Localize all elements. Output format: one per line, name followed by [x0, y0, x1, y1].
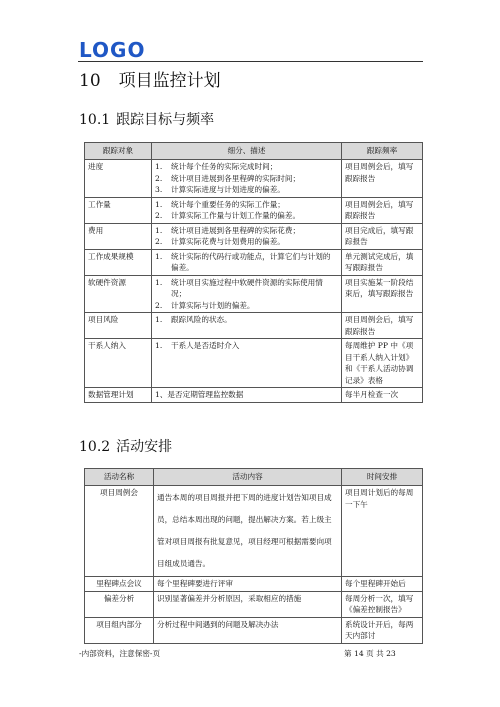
section-number: 10	[79, 71, 101, 91]
table-row	[85, 223, 423, 249]
description-list	[155, 199, 338, 222]
header-cell: 时间安排	[342, 469, 423, 486]
description-cell	[152, 313, 342, 339]
item-number: 1.	[155, 199, 163, 209]
subsection-title: 活动安排	[116, 439, 173, 455]
item-text: 计算实际与计划的偏差。	[171, 300, 255, 310]
header-cell: 跟踪频率	[342, 143, 423, 160]
item-number: 2.	[155, 173, 163, 183]
item-number: 2.	[155, 237, 163, 246]
header-cell: 活动名称	[85, 469, 154, 486]
activity-content-cell: 分析过程中间遇到的问题及解决办法	[154, 617, 342, 643]
list-item	[155, 225, 338, 237]
item-text: 计算实际工作量与计划工作量的偏差。	[171, 211, 301, 220]
activity-name-cell: 里程碑点会议	[85, 577, 154, 592]
item-number: 2.	[155, 211, 163, 220]
item-text: 跟踪风险的状态。	[171, 315, 232, 324]
frequency-cell: 单元测试完成后，填写跟踪报告	[342, 249, 423, 275]
subsection-title: 跟踪目标与频率	[116, 112, 215, 128]
item-text: 统计实际的代码行或功能点，计算它们与计划的偏差。	[171, 251, 331, 272]
section-title: 项目监控计划	[118, 71, 221, 91]
description-list	[155, 161, 338, 196]
subsection-heading-1	[79, 109, 214, 129]
frequency-cell: 项目实施某一阶段结束后，填写跟踪报告	[342, 275, 423, 313]
table-row	[85, 577, 423, 592]
frequency-cell: 每半月检查一次	[342, 388, 423, 403]
tracking-object-cell: 工作成果规模	[85, 249, 152, 275]
description-cell	[152, 223, 342, 249]
table-row	[85, 591, 423, 617]
item-text: 计算实际花费与计划费用的偏差。	[171, 237, 285, 246]
description-cell	[152, 249, 342, 275]
logo: LOGO	[79, 38, 146, 62]
table-row	[85, 486, 423, 577]
list-item	[155, 173, 338, 185]
description-list	[155, 277, 338, 312]
item-number: 1.	[155, 225, 163, 235]
frequency-cell: 每周维护 PP 中《项目干系人纳入计划》和《干系人活动协调记录》表格	[342, 339, 423, 388]
header-cell: 细分、描述	[152, 143, 342, 160]
table-row	[85, 160, 423, 198]
list-item	[155, 210, 338, 222]
list-item	[155, 340, 338, 352]
tracking-object-cell: 干系人纳入	[85, 339, 152, 388]
table-row	[85, 617, 423, 643]
schedule-cell: 每个里程碑开始后	[342, 577, 423, 592]
description-cell	[152, 197, 342, 223]
list-item	[155, 251, 338, 274]
table-row	[85, 339, 423, 388]
item-number: 1.	[155, 251, 163, 261]
activity-name-cell: 项目组内部分	[85, 617, 154, 643]
description-cell	[152, 275, 342, 313]
description-list	[155, 251, 338, 274]
header-cell: 活动内容	[154, 469, 342, 486]
schedule-cell: 每周分析一次，填写《偏差控制报告》	[342, 591, 423, 617]
tracking-object-cell: 数据管理计划	[85, 388, 152, 403]
item-text: 统计每个重要任务的实际工作量；	[171, 199, 285, 209]
description-cell: 1、是否定期管理监控数据	[152, 388, 342, 403]
item-text: 统计项目进展到各里程碑的实际花费；	[171, 225, 301, 235]
item-number: 3.	[155, 185, 163, 194]
activity-content-cell: 识别显著偏差并分析原因，采取相应的措施	[154, 591, 342, 617]
subsection-number: 10.2	[79, 439, 111, 455]
item-number: 1.	[155, 277, 163, 287]
list-item	[155, 314, 338, 326]
tracking-table	[84, 142, 423, 403]
header-cell: 跟踪对象	[85, 143, 152, 160]
description-list	[155, 225, 338, 248]
tracking-object-cell: 进度	[85, 160, 152, 198]
subsection-heading-2	[79, 436, 172, 456]
section-heading	[79, 66, 221, 91]
table-row	[85, 249, 423, 275]
list-item	[155, 199, 338, 211]
table-row	[85, 197, 423, 223]
tracking-object-cell: 工作量	[85, 197, 152, 223]
header-rule	[78, 61, 423, 62]
list-item	[155, 184, 338, 196]
table-row	[85, 313, 423, 339]
item-text: 计算实际进度与计划进度的偏差。	[171, 185, 285, 194]
frequency-cell: 项目周例会后，填写跟踪报告	[342, 313, 423, 339]
frequency-cell: 项目周例会后，填写跟踪报告	[342, 160, 423, 198]
description-cell	[152, 339, 342, 388]
item-number: 1.	[155, 162, 163, 171]
list-item	[155, 277, 338, 300]
item-text: 干系人是否适时介入	[171, 341, 240, 350]
activity-content-cell: 每个里程碑要进行评审	[154, 577, 342, 592]
item-number: 1.	[155, 315, 163, 324]
activity-content-cell: 通告本周的项目周报并把下周的进度计划告知项目成员，总结本周出现的问题，提出解决方案。若上级主管对项目周报有批复意见，项目经理可根据需要向项目组成员通告。	[154, 486, 342, 577]
table-row	[85, 275, 423, 313]
item-text: 统计项目实施过程中软硬件资源的实际使用情况；	[171, 277, 323, 298]
frequency-cell: 项目周例会后，填写跟踪报告	[342, 197, 423, 223]
description-list	[155, 314, 338, 326]
footer-page-number: 第 14 页 共 23	[344, 649, 396, 658]
activity-name-cell: 偏差分析	[85, 591, 154, 617]
table-row	[85, 388, 423, 403]
description-cell	[152, 160, 342, 198]
list-item	[155, 300, 338, 312]
schedule-cell: 系统设计开后，每两天内部讨	[342, 617, 423, 643]
list-item	[155, 161, 338, 173]
item-text: 统计项目进展到各里程碑的实际时间；	[171, 173, 301, 183]
item-number: 1.	[155, 341, 163, 350]
activity-table	[84, 468, 423, 644]
tracking-object-cell: 项目风险	[85, 313, 152, 339]
subsection-number: 10.1	[79, 112, 111, 128]
activity-name-cell: 项目周例会	[85, 486, 154, 577]
tracking-object-cell: 费用	[85, 223, 152, 249]
item-text: 统计每个任务的实际完成时间；	[171, 162, 278, 171]
schedule-cell: 项目周计划后的每周一下午	[342, 486, 423, 577]
footer-confidential: -内部资料，注意保密-页	[79, 649, 161, 658]
list-item	[155, 236, 338, 248]
item-number: 2.	[155, 300, 163, 310]
frequency-cell: 项目完成后，填写跟踪报告	[342, 223, 423, 249]
tracking-object-cell: 软硬件资源	[85, 275, 152, 313]
description-list	[155, 340, 338, 352]
